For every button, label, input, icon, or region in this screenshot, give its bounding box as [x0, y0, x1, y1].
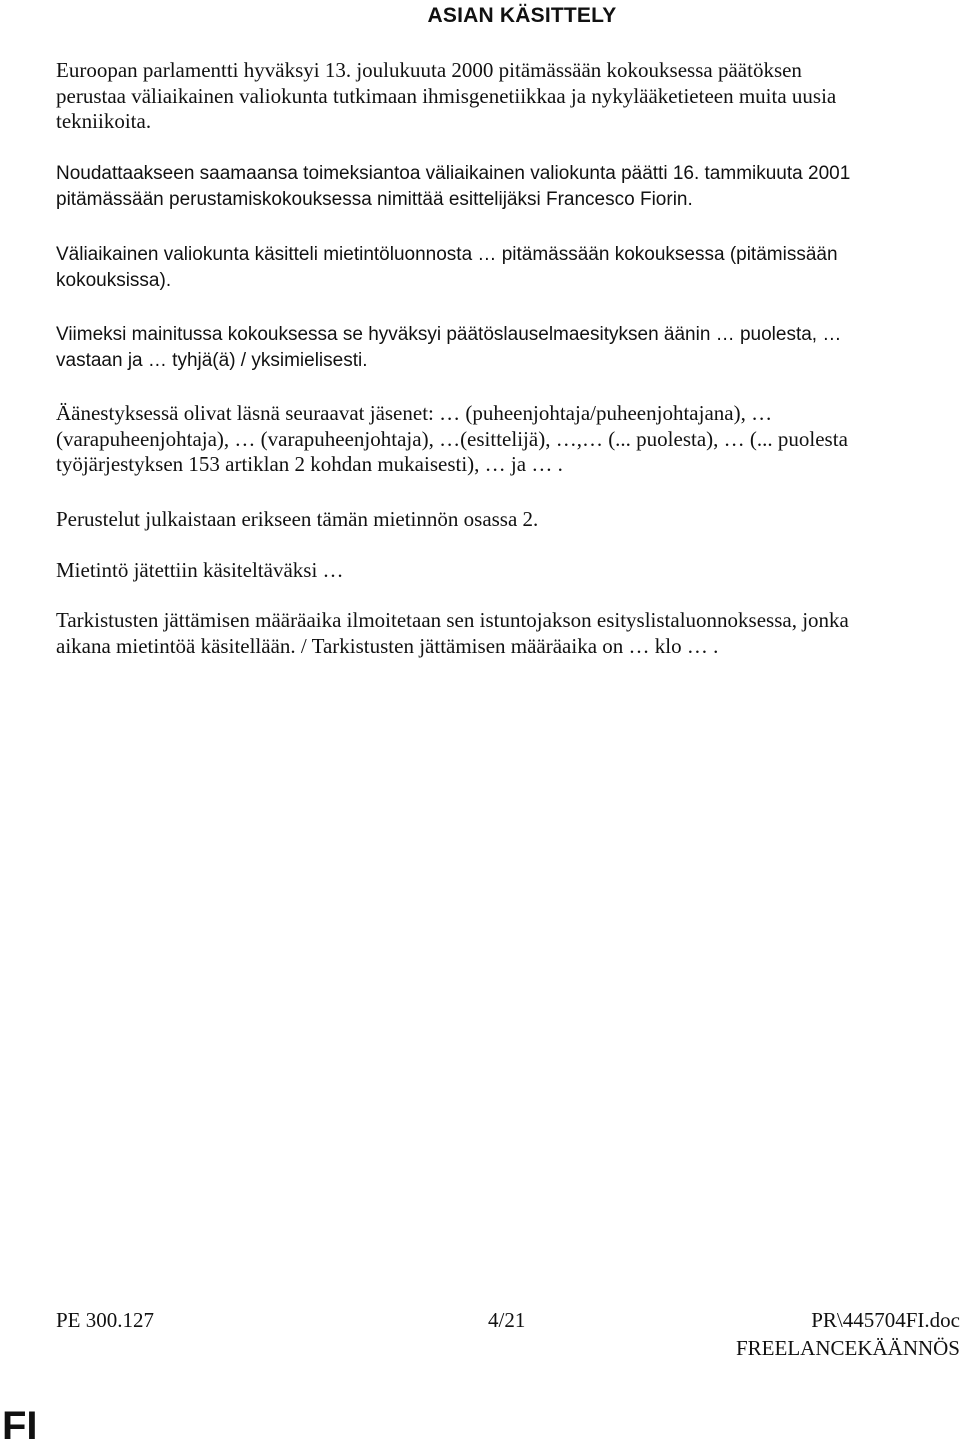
page-title: ASIAN KÄSITTELY — [427, 4, 617, 27]
footer-reference: PE 300.127 — [56, 1308, 155, 1332]
footer-page-number: 4/21 — [488, 1308, 526, 1332]
paragraph-rapporteur-appointment: Noudattaakseen saamaansa toimeksiantoa väliaikainen valiokunta päätti 16. tammikuuta 2001 pitämässään perustamiskokouksessa nimittää esittelijäksi Francesco Fiorin. — [56, 163, 851, 210]
footer-translation-note: FREELANCEKÄÄNNÖS — [735, 1336, 960, 1360]
paragraph-explanatory-statement: Perustelut julkaistaan erikseen tämän mietinnön osassa 2. — [56, 507, 539, 531]
page-footer — [56, 1306, 960, 1366]
paragraph-draft-consideration: Väliaikainen valiokunta käsitteli mietintöluonnosta … pitämässään kokouksessa (pitämissään kokouksissa). — [56, 244, 838, 291]
footer-file-name: PR\445704FI.doc — [811, 1308, 960, 1332]
paragraph-committee-decision: Euroopan parlamentti hyväksyi 13. joulukuuta 2000 pitämässään kokouksessa päätöksen perustaa väliaikainen valiokunta tutkimaan ihmisgenetiikkaa ja nykylääketieteen muita uusia tekniikoita. — [56, 58, 837, 133]
paragraph-members-present: Äänestyksessä olivat läsnä seuraavat jäsenet: … (puheenjohtaja/puheenjohtajana), … (varapuheenjohtaja), … (varapuheenjohtaja), …(esittelijä), …,… (... puolesta), … (... puolesta työjärjestyksen 153 artiklan 2 kohdan mukaisesti), … ja … . — [56, 401, 848, 476]
paragraph-resolution-vote: Viimeksi mainitussa kokouksessa se hyväksyi päätöslauselmaesityksen äänin … puolesta, … vastaan ja … tyhjä(ä) / yksimielisesti. — [56, 324, 842, 371]
footer-file-info — [736, 1306, 960, 1362]
paragraph-report-tabled: Mietintö jätettiin käsiteltäväksi … — [56, 558, 344, 582]
paragraph-amendment-deadline: Tarkistusten jättämisen määräaika ilmoitetaan sen istuntojakson esityslistaluonnoksessa, jonka aikana mietintöä käsitellään. / Tarkistusten jättämisen määräaika on … klo … . — [56, 608, 849, 658]
language-mark: FI — [2, 1404, 38, 1448]
